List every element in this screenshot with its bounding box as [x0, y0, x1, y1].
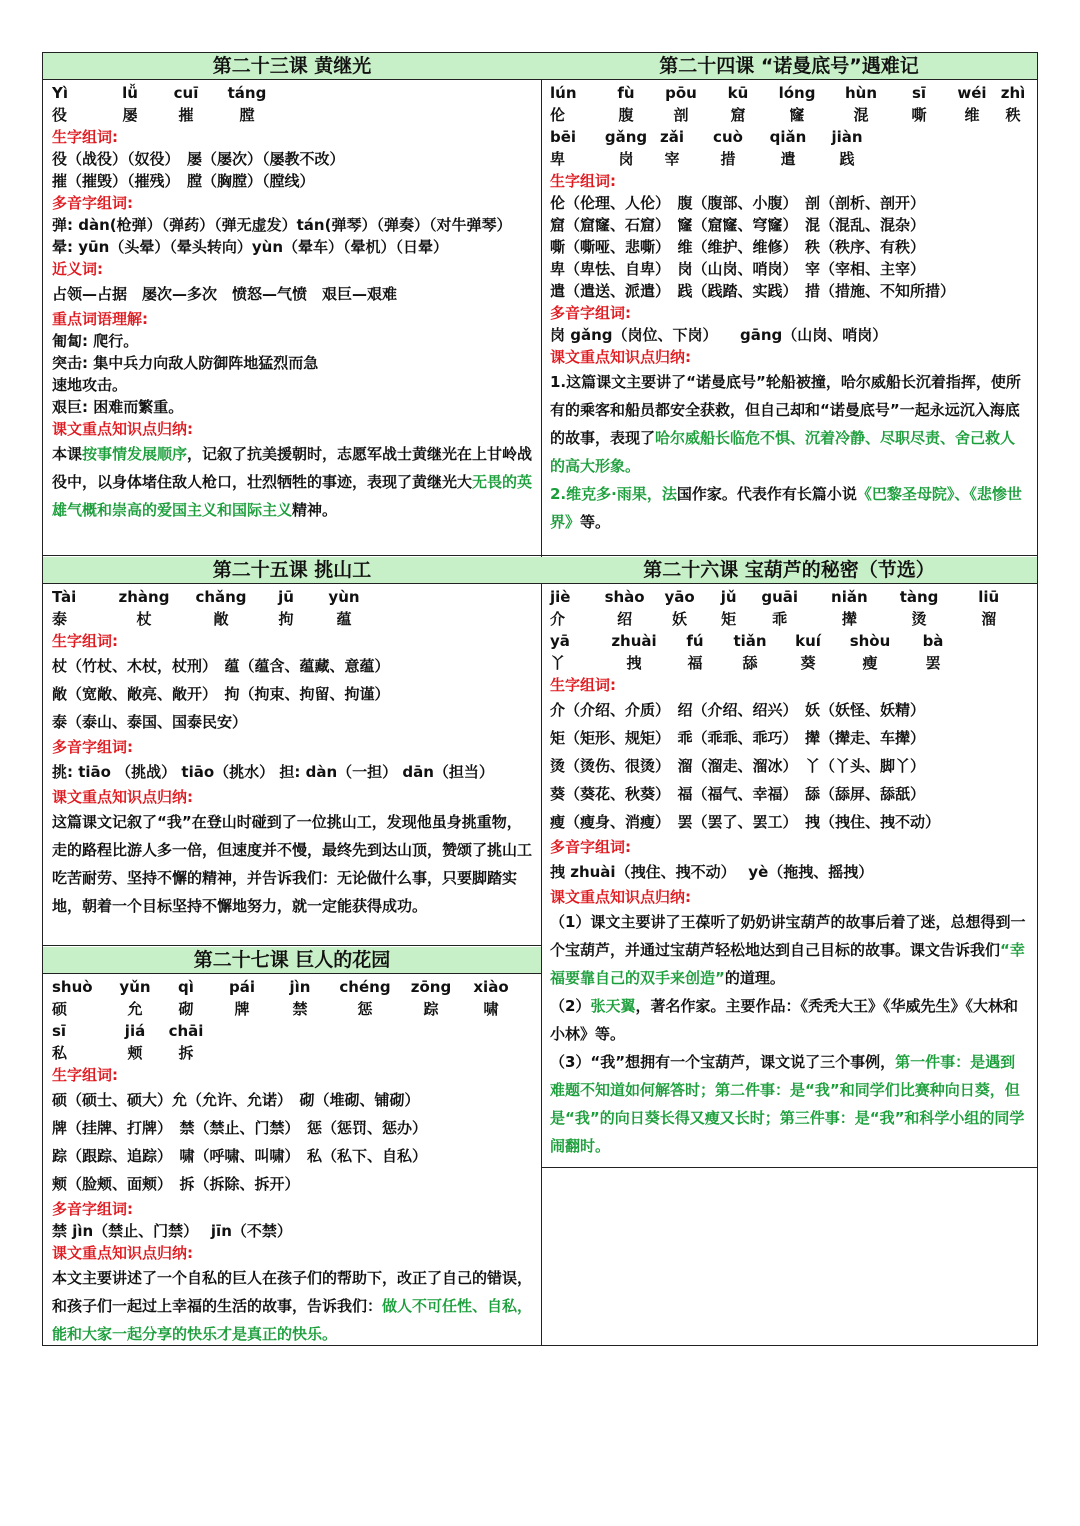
char: 践 [839, 150, 855, 168]
summary-paragraph [550, 908, 1029, 992]
pinyin: fù [617, 84, 635, 102]
summary-label: 课文重点知识点归纳: [52, 1244, 193, 1262]
pinyin: qiǎn [769, 128, 807, 146]
lesson-27 [43, 947, 541, 1345]
char: 措 [720, 150, 736, 168]
char: 杖 [136, 610, 152, 628]
vocab-label: 生字组词: [550, 172, 616, 190]
summary-text [52, 1264, 533, 1345]
lesson-23 [43, 53, 541, 553]
text: （2） [550, 997, 591, 1015]
pinyin-row [52, 976, 533, 998]
char: 役 [52, 106, 68, 124]
pinyin: jū [278, 588, 294, 606]
pinyin-row [550, 586, 1029, 608]
char: 砌 [178, 1000, 194, 1018]
vocab-line: 颊（脸颊、面颊） 拆（拆除、拆开） [52, 1175, 300, 1193]
summary-text [550, 480, 1029, 536]
text: ，著名作家。主要作品：《秃秃大王》《华威先生》《大林和小林》等。 [550, 997, 1018, 1043]
char: 秩 [1005, 106, 1021, 124]
lesson-27-title: 第二十七课 巨人的花园 [43, 947, 541, 974]
pinyin: lún [550, 84, 577, 102]
char: 膛 [239, 106, 255, 124]
lesson-26 [541, 557, 1037, 1165]
pinyin: yāo [664, 588, 695, 606]
char: 拆 [178, 1044, 194, 1062]
char: 拘 [278, 610, 294, 628]
keyword-line: 匍匐: 爬行。 [52, 332, 139, 350]
vocab-line: 踪（跟踪、追踪） 啸（呼啸、叫啸） 私（私下、自私） [52, 1147, 428, 1165]
pinyin: niǎn [831, 588, 868, 606]
pinyin: hùn [844, 84, 878, 102]
pinyin: fú [686, 632, 704, 650]
char-row [550, 104, 1029, 126]
char: 乖 [772, 610, 788, 628]
pinyin: qì [178, 978, 194, 996]
poly-label: 多音字组词: [52, 194, 133, 212]
char: 伦 [550, 106, 566, 124]
vocab-label: 生字组词: [52, 632, 118, 650]
pinyin: lóng [778, 84, 816, 102]
summary-paragraph [550, 992, 1029, 1048]
pinyin: sī [911, 84, 927, 102]
char: 允 [127, 1000, 143, 1018]
char: 矩 [721, 610, 737, 628]
pinyin-row [550, 82, 1029, 104]
char: 剖 [673, 106, 689, 124]
char: 颊 [127, 1044, 143, 1062]
char-row [52, 104, 533, 126]
char: 嘶 [911, 106, 927, 124]
text: （3）“我”想拥有一个宝葫芦，课文说了三个事例， [550, 1053, 896, 1071]
text: 国作家。代表作有长篇小说 [676, 485, 857, 503]
poly-line: 岗 gǎng（岗位、下岗） gāng（山岗、哨岗） [550, 326, 888, 344]
pinyin: guāi [761, 588, 799, 606]
char: 蕴 [336, 610, 352, 628]
char: 腹 [618, 106, 634, 124]
summary-label: 课文重点知识点归纳: [52, 420, 193, 438]
pinyin-row [52, 82, 533, 104]
char-row [52, 1042, 533, 1064]
pinyin: zhàng [118, 588, 170, 606]
vocab-line: 遣（遣送、派遣） 践（践踏、实践） 措（措施、不知所措） [550, 282, 956, 300]
char: 绍 [617, 610, 633, 628]
pinyin: yǔn [119, 978, 151, 996]
pinyin: bà [922, 632, 944, 650]
text: ，记叙了抗美援朝时，志愿军战士黄继光在上甘岭战役中，以身体堵住敌人枪口，壮烈牺牲的事迹，表现了黄继光大 [52, 445, 533, 491]
right-column [541, 53, 1037, 1345]
divider [43, 555, 541, 556]
vocab-line: 烫（烫伤、很烫） 溜（溜走、溜冰） 丫（丫头、脚丫） [550, 757, 926, 775]
pinyin: táng [227, 84, 267, 102]
pinyin: sī [52, 1022, 67, 1040]
pinyin: jiá [124, 1022, 146, 1040]
pinyin: shuò [52, 978, 93, 996]
char: 私 [52, 1044, 68, 1062]
vocab-label: 生字组词: [550, 676, 616, 694]
char: 介 [550, 610, 566, 628]
pinyin: jiè [550, 588, 571, 606]
poly-label: 多音字组词: [52, 1200, 133, 1218]
lesson-24 [541, 53, 1037, 553]
divider [43, 945, 541, 946]
lesson-25 [43, 557, 541, 943]
highlight: 按事情发展顺序 [82, 445, 188, 463]
char: 遣 [780, 150, 796, 168]
keywords-label: 重点词语理解: [52, 310, 148, 328]
vocab-line: 摧（摧毁）（摧残） 膛（胸膛）（膛线） [52, 172, 315, 190]
pinyin: cuī [173, 84, 199, 102]
pinyin: zōng [410, 978, 452, 996]
pinyin: jìn [289, 978, 311, 996]
highlight: 无畏的英雄气概和崇高的爱国主义和国际主义 [52, 473, 533, 519]
vocab-label: 生字组词: [52, 128, 118, 146]
char-row [52, 998, 533, 1020]
keyword-line: 突击: 集中兵力向敌人防御阵地猛烈而急 [52, 354, 319, 372]
char: 混 [853, 106, 869, 124]
char: 禁 [292, 1000, 308, 1018]
pinyin: Tài [52, 588, 77, 606]
highlight: 2.维克多·雨果，法 [550, 485, 677, 503]
vocab-line: 葵（葵花、秋葵） 福（福气、幸福） 舔（舔屏、舔舐） [550, 785, 926, 803]
text: 本课 [52, 445, 83, 463]
pinyin: lǚ [122, 84, 138, 102]
char: 舔 [742, 654, 758, 672]
pinyin-row [550, 630, 1029, 652]
synonym-line: 占领—占据 屡次—多次 愤怒—气愤 艰巨—艰难 [52, 285, 398, 303]
text: 精神。 [292, 501, 338, 519]
pinyin: kuí [795, 632, 821, 650]
char: 窿 [789, 106, 805, 124]
char: 卑 [550, 150, 566, 168]
pinyin: liū [978, 588, 1000, 606]
vocab-line: 杖（竹杖、木杖，杖刑） 蕴（蕴含、蕴藏、意蕴） [52, 657, 390, 675]
highlight: 张天翼 [590, 997, 636, 1015]
poly-line: 禁 jìn（禁止、门禁） jīn（不禁） [52, 1222, 292, 1240]
pinyin: chéng [339, 978, 391, 996]
char: 牌 [234, 1000, 250, 1018]
pinyin: zhuài [611, 632, 657, 650]
char: 福 [687, 654, 703, 672]
highlight: 哈尔威船长临危不惧、沉着冷静、尽职尽责、舍己救人的高大形象。 [550, 429, 1016, 475]
pinyin: jiàn [831, 128, 863, 146]
summary-label: 课文重点知识点归纳: [550, 888, 691, 906]
char: 妖 [672, 610, 688, 628]
pinyin: wéi [957, 84, 987, 102]
vocab-line: 泰（泰山、泰国、国泰民安） [52, 713, 248, 731]
char: 摧 [178, 106, 194, 124]
poly-label: 多音字组词: [550, 304, 631, 322]
summary-label: 课文重点知识点归纳: [550, 348, 691, 366]
pinyin-row [52, 1020, 533, 1042]
divider [541, 555, 1037, 556]
summary-paragraph [550, 1048, 1029, 1160]
lesson-24-title: 第二十四课 “诺曼底号”遇难记 [541, 53, 1037, 80]
pinyin: zǎi [660, 128, 684, 146]
lesson-23-title: 第二十三课 黄继光 [43, 53, 541, 80]
char: 罢 [925, 654, 941, 672]
char: 硕 [52, 1000, 68, 1018]
char: 拽 [626, 654, 642, 672]
pinyin: jǔ [720, 588, 737, 606]
poly-label: 多音字组词: [52, 738, 133, 756]
pinyin: shòu [849, 632, 891, 650]
char-row [550, 652, 1029, 674]
pinyin: chǎng [195, 588, 247, 606]
char: 维 [964, 106, 980, 124]
vocab-line: 敞（宽敞、敞亮、敞开） 拘（拘束、拘留、拘谨） [52, 685, 390, 703]
lesson-25-title: 第二十五课 挑山工 [43, 557, 541, 584]
pinyin-row [550, 126, 1029, 148]
char: 啸 [483, 1000, 499, 1018]
left-column [43, 53, 542, 1345]
text: （1）课文主要讲了王葆听了奶奶讲宝葫芦的故事后着了迷，总想得到一个宝葫芦，并通过宝葫芦轻松地达到自己目标的故事。课文告诉我们 [550, 913, 1026, 959]
pinyin: zhì [1000, 84, 1026, 102]
vocab-line: 役（战役）（奴役） 屡（屡次）（屡教不改） [52, 150, 345, 168]
char: 踪 [423, 1000, 439, 1018]
pinyin: gǎng [604, 128, 648, 146]
char: 撵 [841, 610, 857, 628]
highlight: 做人不可任性、自私，能和大家一起分享的快乐才是真正的快乐。 [52, 1297, 533, 1343]
vocab-line: 卑（卑怯、自卑） 岗（山岗、哨岗） 宰（宰相、主宰） [550, 260, 926, 278]
pinyin: kū [727, 84, 749, 102]
char: 惩 [357, 1000, 373, 1018]
summary-label: 课文重点知识点归纳: [52, 788, 193, 806]
char: 岗 [618, 150, 634, 168]
pinyin: Yì [52, 84, 69, 102]
vocab-line: 矩（矩形、规矩） 乖（乖乖、乖巧） 撵（撵走、车撵） [550, 729, 926, 747]
poly-line: 晕: yūn（头晕）（晕头转向）yùn（晕车）（晕机）（日晕） [52, 238, 448, 256]
pinyin: xiào [473, 978, 509, 996]
char-row [550, 148, 1029, 170]
pinyin: yā [550, 632, 570, 650]
pinyin: shào [604, 588, 645, 606]
pinyin: tiǎn [733, 632, 767, 650]
char: 葵 [800, 654, 816, 672]
char: 屡 [122, 106, 138, 124]
poly-label: 多音字组词: [550, 838, 631, 856]
text: 1.这篇课文主要讲了“诺曼底号”轮船被撞，哈尔威船长沉着指挥，使所有的乘客和船员都安全获救，但自己却和“诺曼底号”一起永远沉入海底的故事，表现了 [550, 373, 1021, 447]
vocab-line: 瘦（瘦身、消瘦） 罢（罢了、罢工） 拽（拽住、拽不动） [550, 813, 941, 831]
pinyin: yùn [328, 588, 360, 606]
char: 溜 [981, 610, 997, 628]
vocab-line: 介（介绍、介质） 绍（介绍、绍兴） 妖（妖怪、妖精） [550, 701, 926, 719]
text: 本文主要讲述了一个自私的巨人在孩子们的帮助下，改正了自己的错误，和孩子们一起过上幸福的生活的故事，告诉我们： [52, 1269, 533, 1315]
vocab-line: 牌（挂牌、打牌） 禁（禁止、门禁） 惩（惩罚、惩办） [52, 1119, 428, 1137]
char: 烫 [911, 610, 927, 628]
highlight: “幸福要靠自己的双手来创造” [550, 941, 1025, 987]
pinyin-row [52, 586, 533, 608]
char: 宰 [664, 150, 680, 168]
char: 丫 [550, 654, 566, 672]
keyword-line: 艰巨: 困难而繁重。 [52, 398, 184, 416]
summary-text: 这篇课文记叙了“我”在登山时碰到了一位挑山工，发现他虽身挑重物，走的路程比游人多一倍，但速度并不慢，最终先到达山顶，赞颂了挑山工吃苦耐劳、坚持不懈的精神，并告诉我们：无论做什么事，只要脚踏实地，朝着一个目标坚持不懈地努力，就一定能获得成功。 [52, 813, 533, 915]
highlight: 第一件事：是遇到难题不知道如何解答时；第二件事：是“我”和同学们比赛种向日葵，但是“我”的向日葵长得又瘦又长时；第三件事：是“我”和科学小组的同学闹翻时。 [550, 1053, 1025, 1155]
vocab-line: 硕（硕士、硕大）允（允许、允诺） 砌（堆砌、铺砌） [52, 1091, 420, 1109]
highlight: 《巴黎圣母院》、《悲惨世界》 [550, 485, 1022, 531]
vocab-line: 窟（窟窿、石窟） 窿（窟窿、穹窿） 混（混乱、混杂） [550, 216, 926, 234]
text: 等。 [580, 513, 611, 531]
poly-line: 挑: tiāo （挑战） tiāo（挑水） 担: dàn（一担） dān（担当） [52, 763, 494, 781]
poly-line: 弹: dàn(枪弹）（弹药）（弹无虚发）tán(弹琴）（弹奏）（对牛弹琴） [52, 216, 512, 234]
poly-line: 拽 zhuài（拽住、拽不动） yè（拖拽、摇拽） [550, 863, 874, 881]
synonym-label: 近义词: [52, 260, 103, 278]
pinyin: pōu [665, 84, 697, 102]
pinyin: chāi [168, 1022, 204, 1040]
pinyin: tàng [899, 588, 939, 606]
vocab-line: 伦（伦理、人伦） 腹（腹部、小腹） 剖（剖析、剖开） [550, 194, 926, 212]
summary-text [52, 440, 533, 524]
char-row [550, 608, 1029, 630]
keyword-line: 速地攻击。 [52, 376, 128, 394]
char: 泰 [52, 610, 68, 628]
summary-text [550, 368, 1029, 480]
text: 的道理。 [724, 969, 785, 987]
pinyin: cuò [713, 128, 743, 146]
pinyin: pái [228, 978, 255, 996]
char: 窟 [730, 106, 746, 124]
vocab-label: 生字组词: [52, 1066, 118, 1084]
char: 瘦 [862, 654, 878, 672]
divider [541, 1167, 1037, 1168]
char: 敞 [213, 610, 229, 628]
char-row [52, 608, 533, 630]
lesson-26-title: 第二十六课 宝葫芦的秘密（节选） [541, 557, 1037, 584]
pinyin: bēi [550, 128, 577, 146]
notes-sheet [42, 52, 1038, 1346]
vocab-line: 嘶（嘶哑、悲嘶） 维（维护、维修） 秩（秩序、有秩） [550, 238, 926, 256]
